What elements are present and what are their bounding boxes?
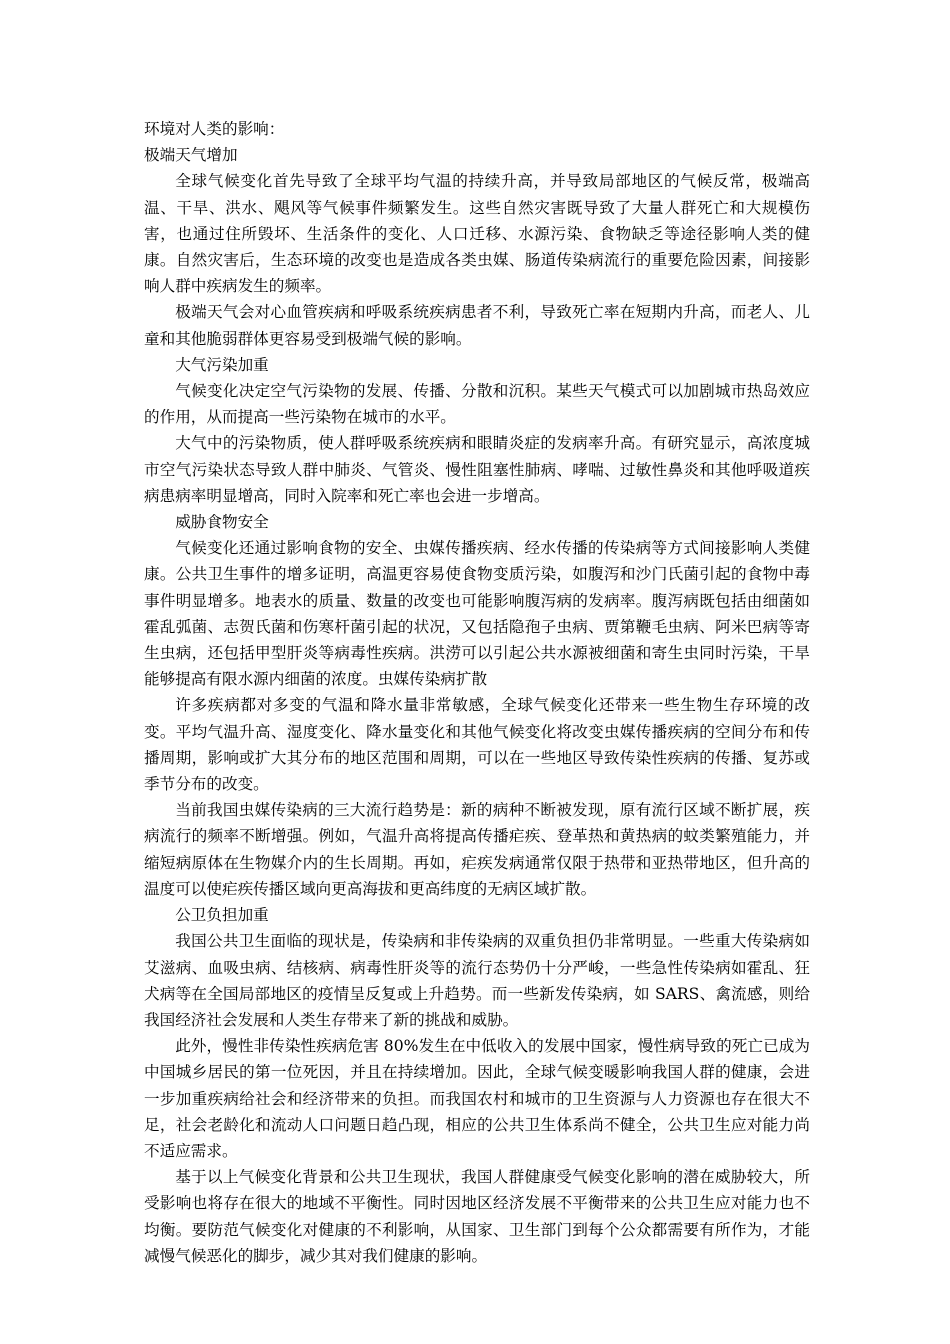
paragraph: 极端天气会对心血管疾病和呼吸系统疾病患者不利，导致死亡率在短期内升高，而老人、儿童和其他脆弱群体更容易受到极端气候的影响。 (144, 303, 810, 348)
paragraph: 许多疾病都对多变的气温和降水量非常敏感，全球气候变化还带来一些生物生存环境的改变。平均气温升高、湿度变化、降水量变化和其他气候变化将改变虫媒传播疾病的空间分布和传播周期，影响或扩大其分布的地区范围和周期，可以在一些地区导致传染性疾病的传播、复苏或季节分布的改变。 (144, 696, 810, 794)
paragraph: 此外，慢性非传染性疾病危害 80%发生在中低收入的发展中国家，慢性病导致的死亡已成为中国城乡居民的第一位死因，并且在持续增加。因此，全球气候变暖影响我国人群的健康，会进一步加重疾病给社会和经济带来的负担。而我国农村和城市的卫生资源与人力资源也存在很大不足，社会老龄化和流动人口问题日趋凸现，相应的公共卫生体系尚不健全，公共卫生应对能力尚不适应需求。 (144, 1037, 810, 1160)
paragraph: 当前我国虫媒传染病的三大流行趋势是：新的病种不断被发现，原有流行区域不断扩展，疾病流行的频率不断增强。例如，气温升高将提高传播疟疾、登革热和黄热病的蚊类繁殖能力，并缩短病原体在生物媒介内的生长周期。再如，疟疾发病通常仅限于热带和亚热带地区，但升高的温度可以使疟疾传播区域向更高海拔和更高纬度的无病区域扩散。 (144, 801, 810, 898)
paragraph: 大气中的污染物质，使人群呼吸系统疾病和眼睛炎症的发病率升高。有研究显示，高浓度城市空气污染状态导致人群中肺炎、气管炎、慢性阻塞性肺病、哮喘、过敏性鼻炎和其他呼吸道疾病患病率明显增高，同时入院率和死亡率也会进一步增高。 (144, 434, 810, 505)
paragraph: 我国公共卫生面临的现状是，传染病和非传染病的双重负担仍非常明显。一些重大传染病如艾滋病、血吸虫病、结核病、病毒性肝炎等的流行态势仍十分严峻，一些急性传染病如霍乱、狂犬病等在全国局部地区的疫情呈反复或上升趋势。而一些新发传染病，如 SARS、禽流感，则给我国经济社会发展和人类生存带来了新的挑战和威胁。 (144, 932, 810, 1029)
section-heading-extreme-weather: 极端天气增加 (144, 146, 238, 165)
paragraph: 全球气候变化首先导致了全球平均气温的持续升高，并导致局部地区的气候反常，极端高温、干旱、洪水、飓风等气候事件频繁发生。这些自然灾害既导致了大量人群死亡和大规模伤害，也通过住所毁坏、生活条件的变化、人口迁移、水源污染、食物缺乏等途径影响人类的健康。自然灾害后，生态环境的改变也是造成各类虫媒、肠道传染病流行的重要危险因素，间接影响人群中疾病发生的频率。 (144, 172, 810, 296)
section-heading-food-safety: 威胁食物安全 (175, 513, 269, 532)
paragraph: 气候变化决定空气污染物的发展、传播、分散和沉积。某些天气模式可以加剧城市热岛效应的作用，从而提高一些污染物在城市的水平。 (144, 382, 810, 427)
paragraph: 气候变化还通过影响食物的安全、虫媒传播疾病、经水传播的传染病等方式间接影响人类健康。公共卫生事件的增多证明，高温更容易使食物变质污染，如腹泻和沙门氏菌引起的食物中毒事件明显增多。地表水的质量、数量的改变也可能影响腹泻病的发病率。腹泻病既包括由细菌如霍乱弧菌、志贺氏菌和伤寒杆菌引起的状况，又包括隐孢子虫病、贾第鞭毛虫病、阿米巴病等寄生虫病，还包括甲型肝炎等病毒性疾病。洪涝可以引起公共水源被细菌和寄生虫同时污染，干旱能够提高有限水源内细菌的浓度。虫媒传染病扩散 (144, 539, 810, 689)
section-heading-public-health-burden: 公卫负担加重 (175, 906, 269, 925)
section-heading-air-pollution: 大气污染加重 (175, 355, 269, 374)
document-body (144, 116, 810, 1269)
intro-heading: 环境对人类的影响： (144, 120, 285, 138)
paragraph: 基于以上气候变化背景和公共卫生现状，我国人群健康受气候变化影响的潜在威胁较大，所受影响也将存在很大的地域不平衡性。同时因地区经济发展不平衡带来的公共卫生应对能力也不均衡。要防范气候变化对健康的不利影响，从国家、卫生部门到每个公众都需要有所作为，才能减慢气候恶化的脚步，减少其对我们健康的影响。 (144, 1168, 810, 1265)
